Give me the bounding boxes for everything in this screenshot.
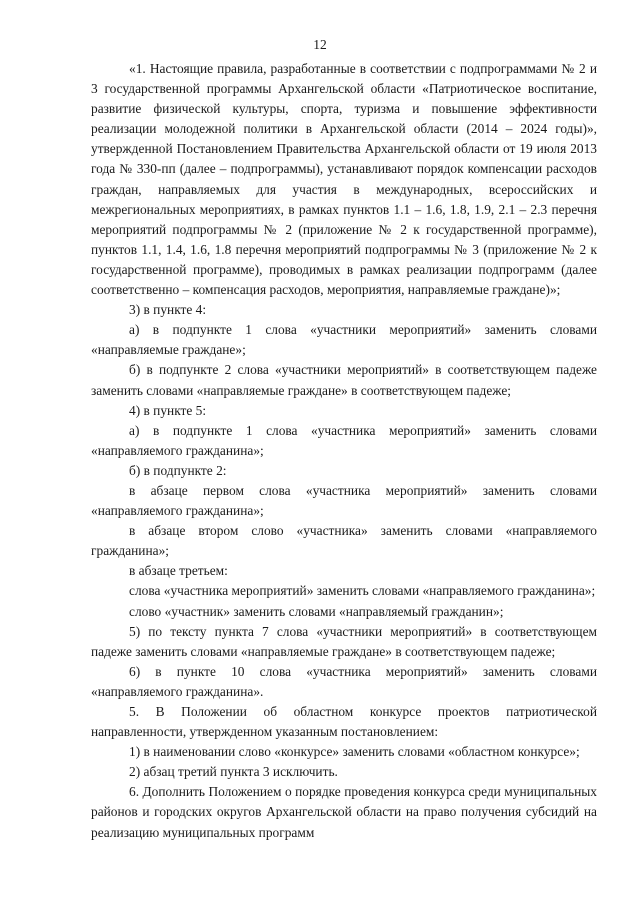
paragraph: в абзаце третьем: [129,563,228,579]
paragraph: 6. Дополнить Положением о порядке проведения конкурса среди муниципальных районов и городских округов Архангельской области на право получения субсидий на реализацию муниципальных программ [91,784,597,840]
paragraph: б) в подпункте 2: [129,462,227,478]
paragraph: в абзаце первом слова «участника мероприятий» заменить словами «направляемого гражданина»; [91,482,597,519]
page-number: 12 [313,37,327,52]
document-body [91,59,597,843]
paragraph: 5. В Положении об областном конкурсе проектов патриотической направленности, утвержденном указанным постановлением: [91,704,597,740]
paragraph: «1. Настоящие правила, разработанные в соответствии с подпрограммами № 2 и 3 государственной программы Архангельской области «Патриотическое воспитание, развитие физической культуры, спорта, туризма и повышение эффективности реализации молодежной политики в Архангельской области (2014 – 2024 годы)», утвержденной Постановлением Правительства Архангельской области от 19 июля 2013 года № 330-пп (далее – подпрограммы), устанавливают порядок компенсации расходов граждан, направляемых для участия в международных, всероссийских и межрегиональных мероприятиях, в рамках пунктов 1.1 – 1.6, 1.8, 1.9, 2.1 – 2.3 перечня мероприятий подпрограммы № 2 (приложение № 2 к государственной программе), пунктов 1.1, 1.4, 1.6, 1.8 перечня мероприятий подпрограммы № 3 (приложение № 2 к государственной программе), проводимых в рамках реализации подпрограмм (далее соответственно – компенсация расходов, мероприятия, направляемые граждане)»; [91,61,597,298]
paragraph: б) в подпункте 2 слова «участники мероприятий» в соответствующем падеже заменить словами «направляемые граждане» в соответствующем падеже; [91,362,597,398]
paragraph: 5) по тексту пункта 7 слова «участники мероприятий» в соответствующем падеже заменить словами «направляемые граждане» в соответствующем падеже; [91,623,597,659]
paragraph: 2) абзац третий пункта 3 исключить. [129,764,338,780]
paragraph: слово «участник» заменить словами «направляемый гражданин»; [129,603,504,619]
paragraph: в абзаце втором слово «участника» заменить словами «направляемого гражданина»; [91,523,597,559]
paragraph: 4) в пункте 5: [129,402,207,418]
paragraph: 1) в наименовании слово «конкурсе» заменить словами «областном конкурсе»; [129,744,580,760]
paragraph: 6) в пункте 10 слова «участника мероприятий» заменить словами «направляемого гражданина». [91,663,597,699]
paragraph: 3) в пункте 4: [129,302,207,318]
paragraph: а) в подпункте 1 слова «участника мероприятий» заменить словами «направляемого гражданина»; [91,422,597,458]
paragraph: слова «участника мероприятий» заменить словами «направляемого гражданина»; [129,583,596,599]
paragraph: а) в подпункте 1 слова «участники мероприятий» заменить словами «направляемые граждане»; [91,322,597,358]
